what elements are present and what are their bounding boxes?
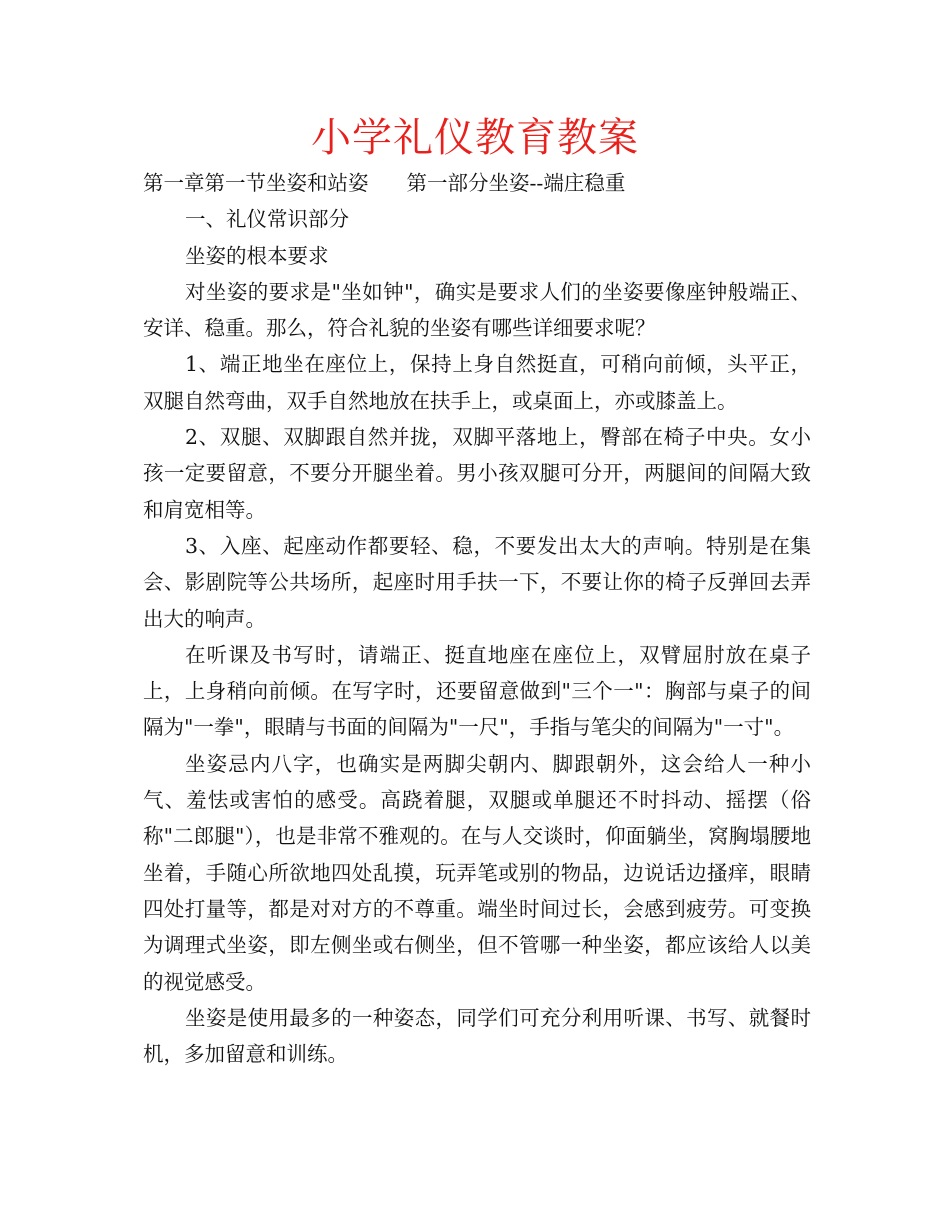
paragraph: 1、端正地坐在座位上，保持上身自然挺直，可稍向前倾，头平正，双腿自然弯曲，双手自然地放在扶手上，或桌面上，亦或膝盖上。	[143, 352, 811, 413]
document-body	[143, 165, 811, 1072]
section-heading: 一、礼仪常识部分	[185, 207, 349, 232]
chapter-header	[143, 165, 811, 201]
sub-heading: 坐姿的根本要求	[185, 243, 329, 268]
paragraph: 坐姿忌内八字，也确实是两脚尖朝内、脚跟朝外，这会给人一种小气、羞怯或害怕的感受。高跷着腿，双腿或单腿还不时抖动、摇摆（俗称"二郎腿"），也是非常不雅观的。在与人交谈时，仰面躺坐，窝胸塌腰地坐着，手随心所欲地四处乱摸，玩弄笔或别的物品，边说话边搔痒，眼睛四处打量等，都是对对方的不尊重。端坐时间过长，会感到疲劳。可变换为调理式坐姿，即左侧坐或右侧坐，但不管哪一种坐姿，都应该给人以美的视觉感受。	[143, 751, 811, 994]
paragraph: 2、双腿、双脚跟自然并拢，双脚平落地上，臀部在椅子中央。女小孩一定要留意，不要分开腿坐着。男小孩双腿可分开，两腿间的间隔大致和肩宽相等。	[143, 425, 811, 522]
document-title: 小学礼仪教育教案	[311, 115, 639, 161]
chapter-header-left: 第一章第一节坐姿和站姿	[143, 171, 369, 195]
chapter-header-right: 第一部分坐姿--端庄稳重	[406, 171, 626, 195]
paragraph: 3、入座、起座动作都要轻、稳，不要发出太大的声响。特别是在集会、影剧院等公共场所，起座时用手扶一下，不要让你的椅子反弹回去弄出大的响声。	[143, 533, 811, 631]
paragraph: 在听课及书写时，请端正、挺直地座在座位上，双臂屈肘放在桌子上，上身稍向前倾。在写字时，还要留意做到"三个一"：胸部与桌子的间隔为"一拳"，眼睛与书面的间隔为"一尺"，手指与笔尖的间隔为"一寸"。	[143, 642, 811, 740]
paragraph: 坐姿是使用最多的一种姿态，同学们可充分利用听课、书写、就餐时机，多加留意和训练。	[143, 1005, 811, 1067]
paragraph: 对坐姿的要求是"坐如钟"，确实是要求人们的坐姿要像座钟般端正、安详、稳重。那么，符合礼貌的坐姿有哪些详细要求呢？	[143, 279, 811, 341]
